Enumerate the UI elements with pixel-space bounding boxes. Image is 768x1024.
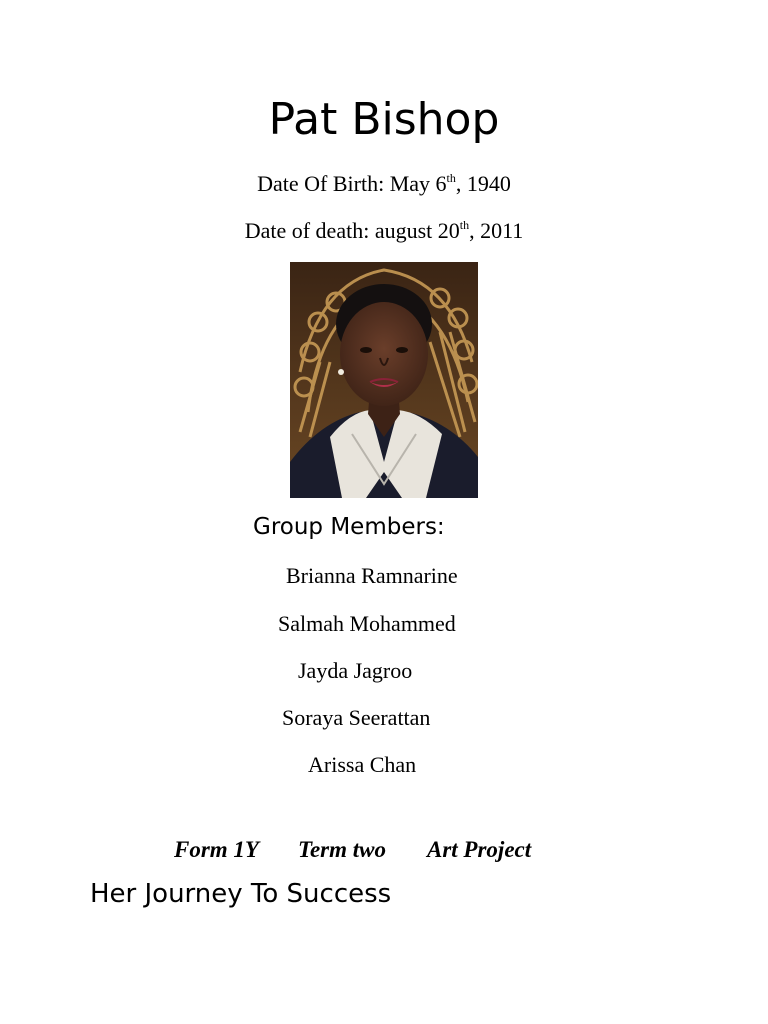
group-members-heading: Group Members: (253, 514, 445, 540)
date-of-birth (0, 170, 768, 198)
dod-label: Date of death: august 20 (244, 218, 460, 243)
date-of-death (0, 217, 768, 245)
member-name: Salmah Mohammed (278, 611, 456, 636)
dob-ordinal: th (446, 171, 456, 185)
form-label: Form 1Y (174, 837, 259, 862)
dob-label: Date Of Birth: May 6 (257, 171, 447, 196)
term-label: Term two (298, 837, 386, 862)
dod-year: , 2011 (469, 218, 524, 243)
dod-ordinal: th (459, 218, 470, 232)
member-name: Brianna Ramnarine (286, 563, 458, 588)
project-label: Art Project (427, 837, 532, 862)
member-name: Arissa Chan (308, 752, 417, 777)
page-title: Pat Bishop (268, 94, 500, 145)
dob-year: , 1940 (455, 171, 511, 196)
member-name: Jayda Jagroo (298, 658, 413, 683)
subtitle: Her Journey To Success (90, 879, 392, 909)
member-name: Soraya Seerattan (282, 705, 431, 730)
portrait-photo (290, 262, 478, 498)
